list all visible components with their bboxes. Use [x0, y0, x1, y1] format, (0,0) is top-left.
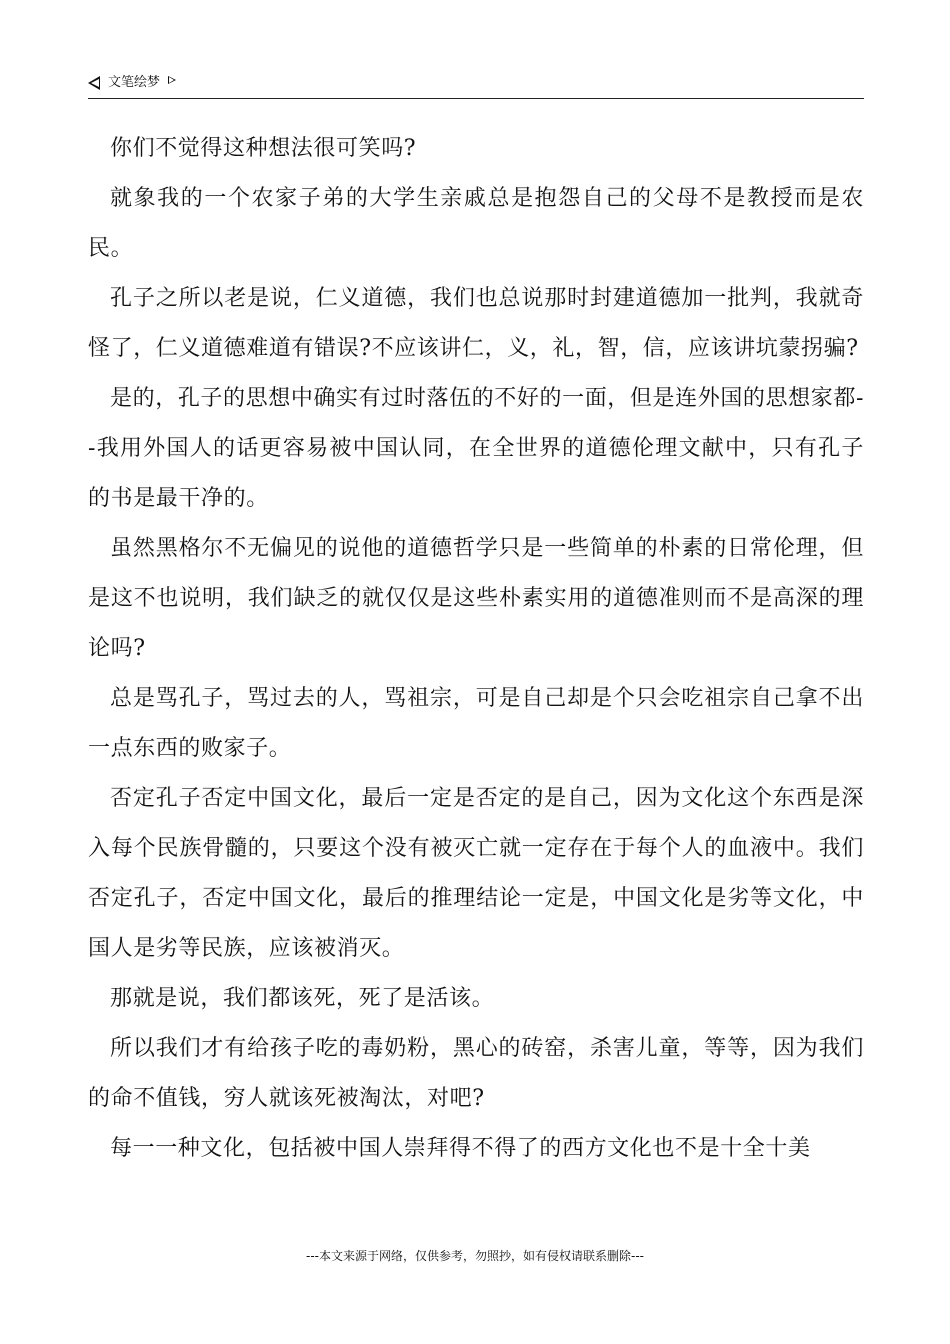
header-brand — [88, 74, 176, 92]
footer-notice: ---本文来源于网络，仅供参考，勿照抄，如有侵权请联系删除--- — [306, 1249, 644, 1263]
triangle-left-icon — [88, 76, 100, 90]
paragraph: 是的，孔子的思想中确实有过时落伍的不好的一面，但是连外国的思想家都--我用外国人的话更容易被中国认同，在全世界的道德伦理文献中，只有孔子的书是最干净的。 — [88, 386, 864, 511]
paragraph: 那就是说，我们都该死，死了是活该。 — [110, 986, 495, 1011]
document-body — [88, 124, 864, 1174]
paragraph: 总是骂孔子，骂过去的人，骂祖宗，可是自己却是个只会吃祖宗自己拿不出一点东西的败家子。 — [88, 686, 864, 761]
paragraph: 孔子之所以老是说，仁义道德，我们也总说那时封建道德加一批判，我就奇怪了，仁义道德难道有错误?不应该讲仁，义，礼，智，信，应该讲坑蒙拐骗? — [88, 286, 864, 361]
triangle-right-icon — [168, 76, 176, 84]
paragraph: 所以我们才有给孩子吃的毒奶粉，黑心的砖窑，杀害儿童，等等，因为我们的命不值钱，穷人就该死被淘汰，对吧? — [88, 1036, 864, 1111]
paragraph: 虽然黑格尔不无偏见的说他的道德哲学只是一些简单的朴素的日常伦理，但是这不也说明，我们缺乏的就仅仅是这些朴素实用的道德准则而不是高深的理论吗? — [88, 536, 864, 661]
paragraph: 每一一种文化，包括被中国人崇拜得不得了的西方文化也不是十全十美 — [110, 1136, 811, 1161]
paragraph: 你们不觉得这种想法很可笑吗? — [110, 136, 417, 161]
header-title: 文笔绘梦 — [108, 75, 161, 90]
paragraph: 就象我的一个农家子弟的大学生亲戚总是抱怨自己的父母不是教授而是农民。 — [88, 186, 864, 261]
page-header — [88, 72, 864, 99]
paragraph: 否定孔子否定中国文化，最后一定是否定的是自己，因为文化这个东西是深入每个民族骨髓的，只要这个没有被灭亡就一定存在于每个人的血液中。我们否定孔子，否定中国文化，最后的推理结论一定是，中国文化是劣等文化，中国人是劣等民族，应该被消灭。 — [88, 786, 864, 961]
